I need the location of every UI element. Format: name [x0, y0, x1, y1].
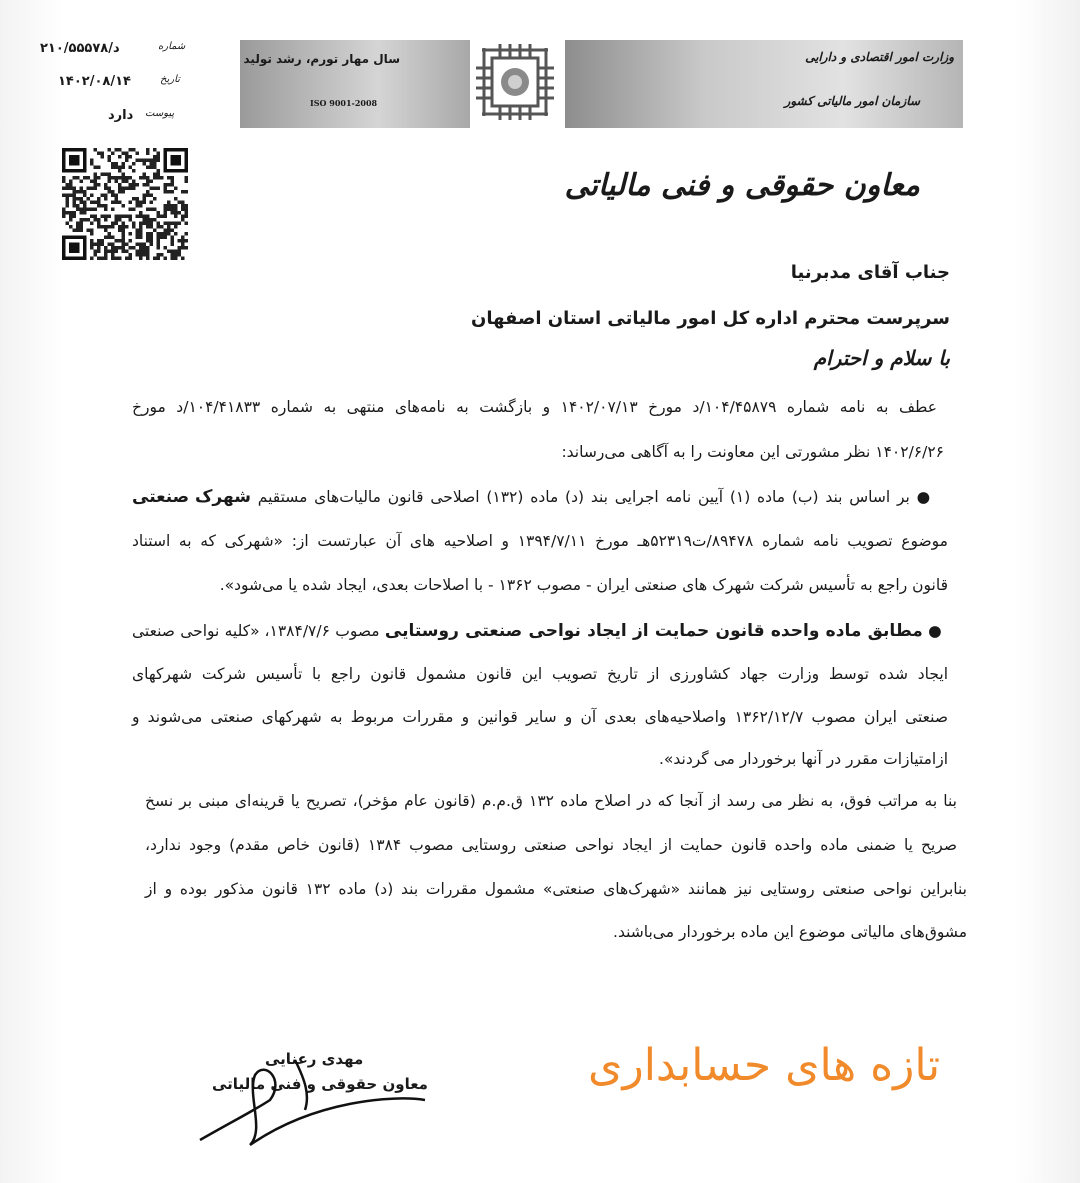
greeting: با سلام و احترام	[813, 346, 950, 370]
attachment-value: دارد	[108, 108, 134, 123]
bullet1-text: بر اساس بند (ب) ماده (۱) آیین نامه اجرایی بند (د) ماده (۱۳۲) اصلاحی قانون مالیات‌های مستقیم	[257, 488, 910, 506]
tax-organization-emblem	[474, 40, 556, 124]
recipient-name: جناب آقای مدبرنیا	[790, 262, 950, 283]
bullet2-line-4: ازامتیازات مقرر در آنها برخوردار می گردند».	[658, 750, 948, 768]
qr-code	[62, 148, 188, 260]
bullet1-line-1	[132, 487, 932, 507]
iso-label: ISO 9001-2008	[310, 98, 378, 108]
signatory-name: مهدی رعنایی	[265, 1050, 364, 1068]
bullet1-bold-term: شهرک صنعتی	[132, 487, 251, 507]
letter-number-label: شماره	[158, 41, 186, 52]
bullet2-line-1	[132, 621, 942, 641]
letter-number: د/۲۱۰/۵۵۵۷۸	[40, 41, 120, 56]
bullet2-line-3: صنعتی ایران مصوب ۱۳۶۲/۱۲/۷ واصلاحیه‌های بعدی آن و سایر قوانین و مقررات مربوط به شهرکهای صنعتی می‌شوند و	[132, 708, 948, 726]
bullet-icon: ●	[922, 622, 942, 640]
bullet2-text: مصوب ۱۳۸۴/۷/۶، «کلیه نواحی صنعتی	[132, 622, 380, 640]
letter-date: ۱۴۰۲/۰۸/۱۴	[58, 74, 131, 89]
bullet1-line-2: موضوع تصویب نامه شماره ۸۹۴۷۸/ت۵۲۳۱۹هـ مورخ ۱۳۹۴/۷/۱۱ و اصلاحیه های آن عبارتست از: «شهرکی که به استناد	[132, 532, 948, 550]
conclusion-line-1: بنا به مراتب فوق، به نظر می رسد از آنجا که در اصلاح ماده ۱۳۲ ق.م.م (قانون عام مؤخر)، تصریح یا قرینه‌ای مبنی بر نسخ	[145, 792, 957, 810]
bullet-icon: ●	[909, 488, 933, 506]
bullet2-bold-term: مطابق ماده واحده قانون حمایت از ایجاد نواحی صنعتی روستایی	[384, 621, 923, 641]
year-slogan: سال مهار تورم، رشد تولید	[243, 52, 400, 66]
bullet2-line-2: ایجاد شده توسط وزارت جهاد کشاورزی از تاریخ تصویب این قانون مشمول قانون راجع با تأسیس شرکت شهرکهای	[132, 665, 948, 683]
sender-title: معاون حقوقی و فنی مالیاتی	[564, 168, 920, 203]
intro-line-1: عطف به نامه شماره ۱۰۴/۴۵۸۷۹/د مورخ ۱۴۰۲/۰۷/۱۳ و بازگشت به نامه‌های منتهی به شماره ۱۰۴/۴۱۸۳۳/د مورخ	[132, 398, 937, 416]
handwritten-signature	[195, 1040, 495, 1150]
bullet1-line-3: قانون راجع به تأسیس شرکت شهرک های صنعتی ایران - مصوب ۱۳۶۲ - با اصلاحات بعدی، ایجاد شده یا می‌شود».	[219, 576, 948, 594]
conclusion-line-3: بنابراین نواحی صنعتی روستایی نیز همانند «شهرک‌های صنعتی» مشمول مقررات بند (د) ماده ۱۳۲ قانون مذکور بوده و از	[145, 880, 967, 898]
intro-line-2: ۱۴۰۲/۶/۲۶ نظر مشورتی این معاونت را به آگاهی می‌رساند:	[561, 443, 944, 461]
conclusion-line-2: صریح یا ضمنی ماده واحده قانون حمایت از ایجاد نواحی صنعتی روستایی مصوب ۱۳۸۴ (قانون خاص مقدم) وجود ندارد،	[145, 836, 958, 854]
watermark-text: تازه های حسابداری	[588, 1040, 941, 1091]
signatory-title: معاون حقوقی و فنی مالیاتی	[212, 1075, 428, 1093]
attachment-label: پیوست	[145, 108, 175, 119]
organization-name: سازمان امور مالیاتی کشور	[784, 94, 920, 108]
conclusion-line-4: مشوق‌های مالیاتی موضوع این ماده برخوردار می‌باشند.	[613, 923, 967, 941]
ministry-name: وزارت امور اقتصادی و دارایی	[805, 50, 954, 64]
letter-date-label: تاریخ	[160, 74, 180, 85]
recipient-position: سرپرست محترم اداره کل امور مالیاتی استان اصفهان	[471, 308, 950, 329]
